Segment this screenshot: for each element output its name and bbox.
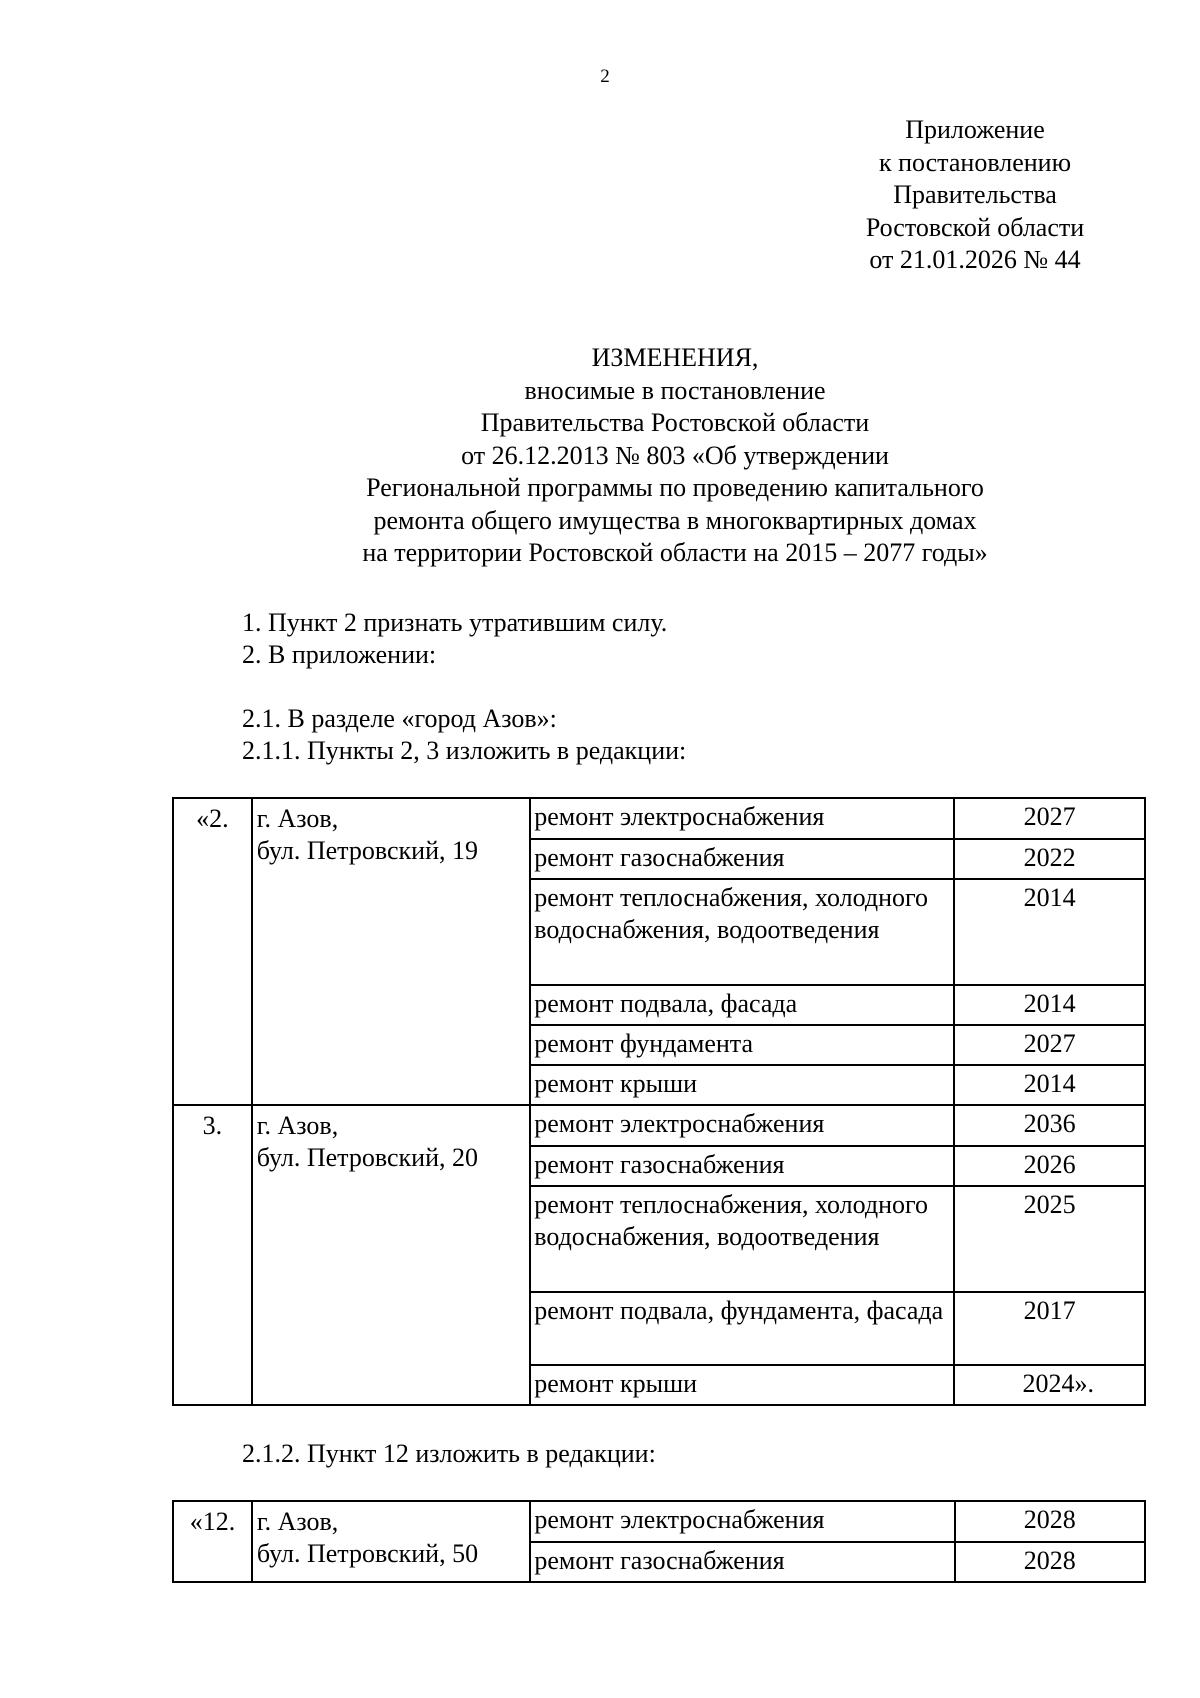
- work-type: ремонт газоснабжения: [530, 1542, 954, 1582]
- item-number: 3.: [173, 1105, 252, 1405]
- work-year: 2028: [955, 1542, 1145, 1582]
- paragraph-2: 2. В приложении:: [242, 640, 437, 669]
- title-line: ремонта общего имущества в многоквартирных домах: [373, 505, 977, 535]
- address-street: бул. Петровский, 50: [256, 1539, 479, 1568]
- title-line: от 26.12.2013 № 803 «Об утверждении: [461, 440, 889, 470]
- work-type: ремонт электроснабжения: [530, 1105, 954, 1146]
- title-line: ИЗМЕНЕНИЯ,: [591, 343, 759, 372]
- document-title: [100, 342, 1200, 570]
- work-year: 2014: [954, 985, 1145, 1025]
- work-year: 2025: [954, 1186, 1145, 1292]
- address-street: бул. Петровский, 20: [256, 1143, 478, 1172]
- address-city: г. Азов,: [256, 1111, 339, 1140]
- item-address: [252, 1105, 530, 1405]
- work-type: ремонт электроснабжения: [530, 1501, 954, 1542]
- appendix-line: к постановлению: [878, 147, 1072, 177]
- work-type: ремонт теплоснабжения, холодного водоснабжения, водоотведения: [530, 879, 954, 985]
- paragraph-2-1: 2.1. В разделе «город Азов»:: [242, 704, 557, 733]
- table-row: [173, 798, 1145, 839]
- work-year: 2028: [955, 1501, 1145, 1542]
- work-type: ремонт электроснабжения: [530, 798, 954, 839]
- title-line: Региональной программы по проведению капитального: [366, 473, 984, 502]
- item-number: «12.: [173, 1501, 252, 1582]
- work-type: ремонт газоснабжения: [530, 839, 954, 879]
- table-item-12: [172, 1500, 1146, 1583]
- work-year: 2017: [954, 1292, 1145, 1365]
- work-type: ремонт фундамента: [530, 1025, 954, 1065]
- appendix-line: Правительства: [893, 180, 1057, 209]
- appendix-line: Ростовской области: [865, 212, 1085, 242]
- work-year: 2027: [954, 798, 1145, 839]
- work-year: 2014: [954, 879, 1145, 985]
- item-address: [252, 1501, 530, 1582]
- page-number: 2: [600, 66, 610, 87]
- appendix-line: от 21.01.2026 № 44: [869, 245, 1081, 274]
- title-line: на территории Ростовской области на 2015 – 2077 годы»: [362, 538, 988, 567]
- table-row: [173, 1501, 1145, 1542]
- paragraph-2-1-2: 2.1.2. Пункт 12 изложить в редакции:: [242, 1439, 656, 1468]
- appendix-header: [820, 114, 1130, 277]
- appendix-line: Приложение: [905, 115, 1045, 144]
- work-year: 2027: [954, 1025, 1145, 1065]
- table-row: [173, 1105, 1145, 1146]
- address-city: г. Азов,: [256, 804, 339, 833]
- paragraph-2-1-1: 2.1.1. Пункты 2, 3 изложить в редакции:: [242, 736, 687, 765]
- work-year: 2014: [954, 1065, 1145, 1105]
- work-type: ремонт подвала, фасада: [530, 985, 954, 1025]
- work-type: ремонт крыши: [530, 1065, 954, 1105]
- table-items-2-3: [172, 797, 1146, 1406]
- paragraph-1: 1. Пункт 2 признать утратившим силу.: [242, 608, 668, 637]
- title-line: вносимые в постановление: [524, 375, 826, 405]
- work-type: ремонт крыши: [530, 1365, 954, 1405]
- address-city: г. Азов,: [256, 1507, 339, 1536]
- title-line: Правительства Ростовской области: [480, 408, 870, 437]
- address-street: бул. Петровский, 19: [256, 836, 478, 865]
- work-year: 2022: [954, 839, 1145, 879]
- work-type: ремонт подвала, фундамента, фасада: [530, 1292, 954, 1365]
- work-type: ремонт теплоснабжения, холодного водоснабжения, водоотведения: [530, 1186, 954, 1292]
- item-number: «2.: [173, 798, 252, 1105]
- work-year: 2024».: [954, 1365, 1145, 1405]
- work-year: 2026: [954, 1146, 1145, 1186]
- work-type: ремонт газоснабжения: [530, 1146, 954, 1186]
- item-address: [252, 798, 530, 1105]
- work-year: 2036: [954, 1105, 1145, 1146]
